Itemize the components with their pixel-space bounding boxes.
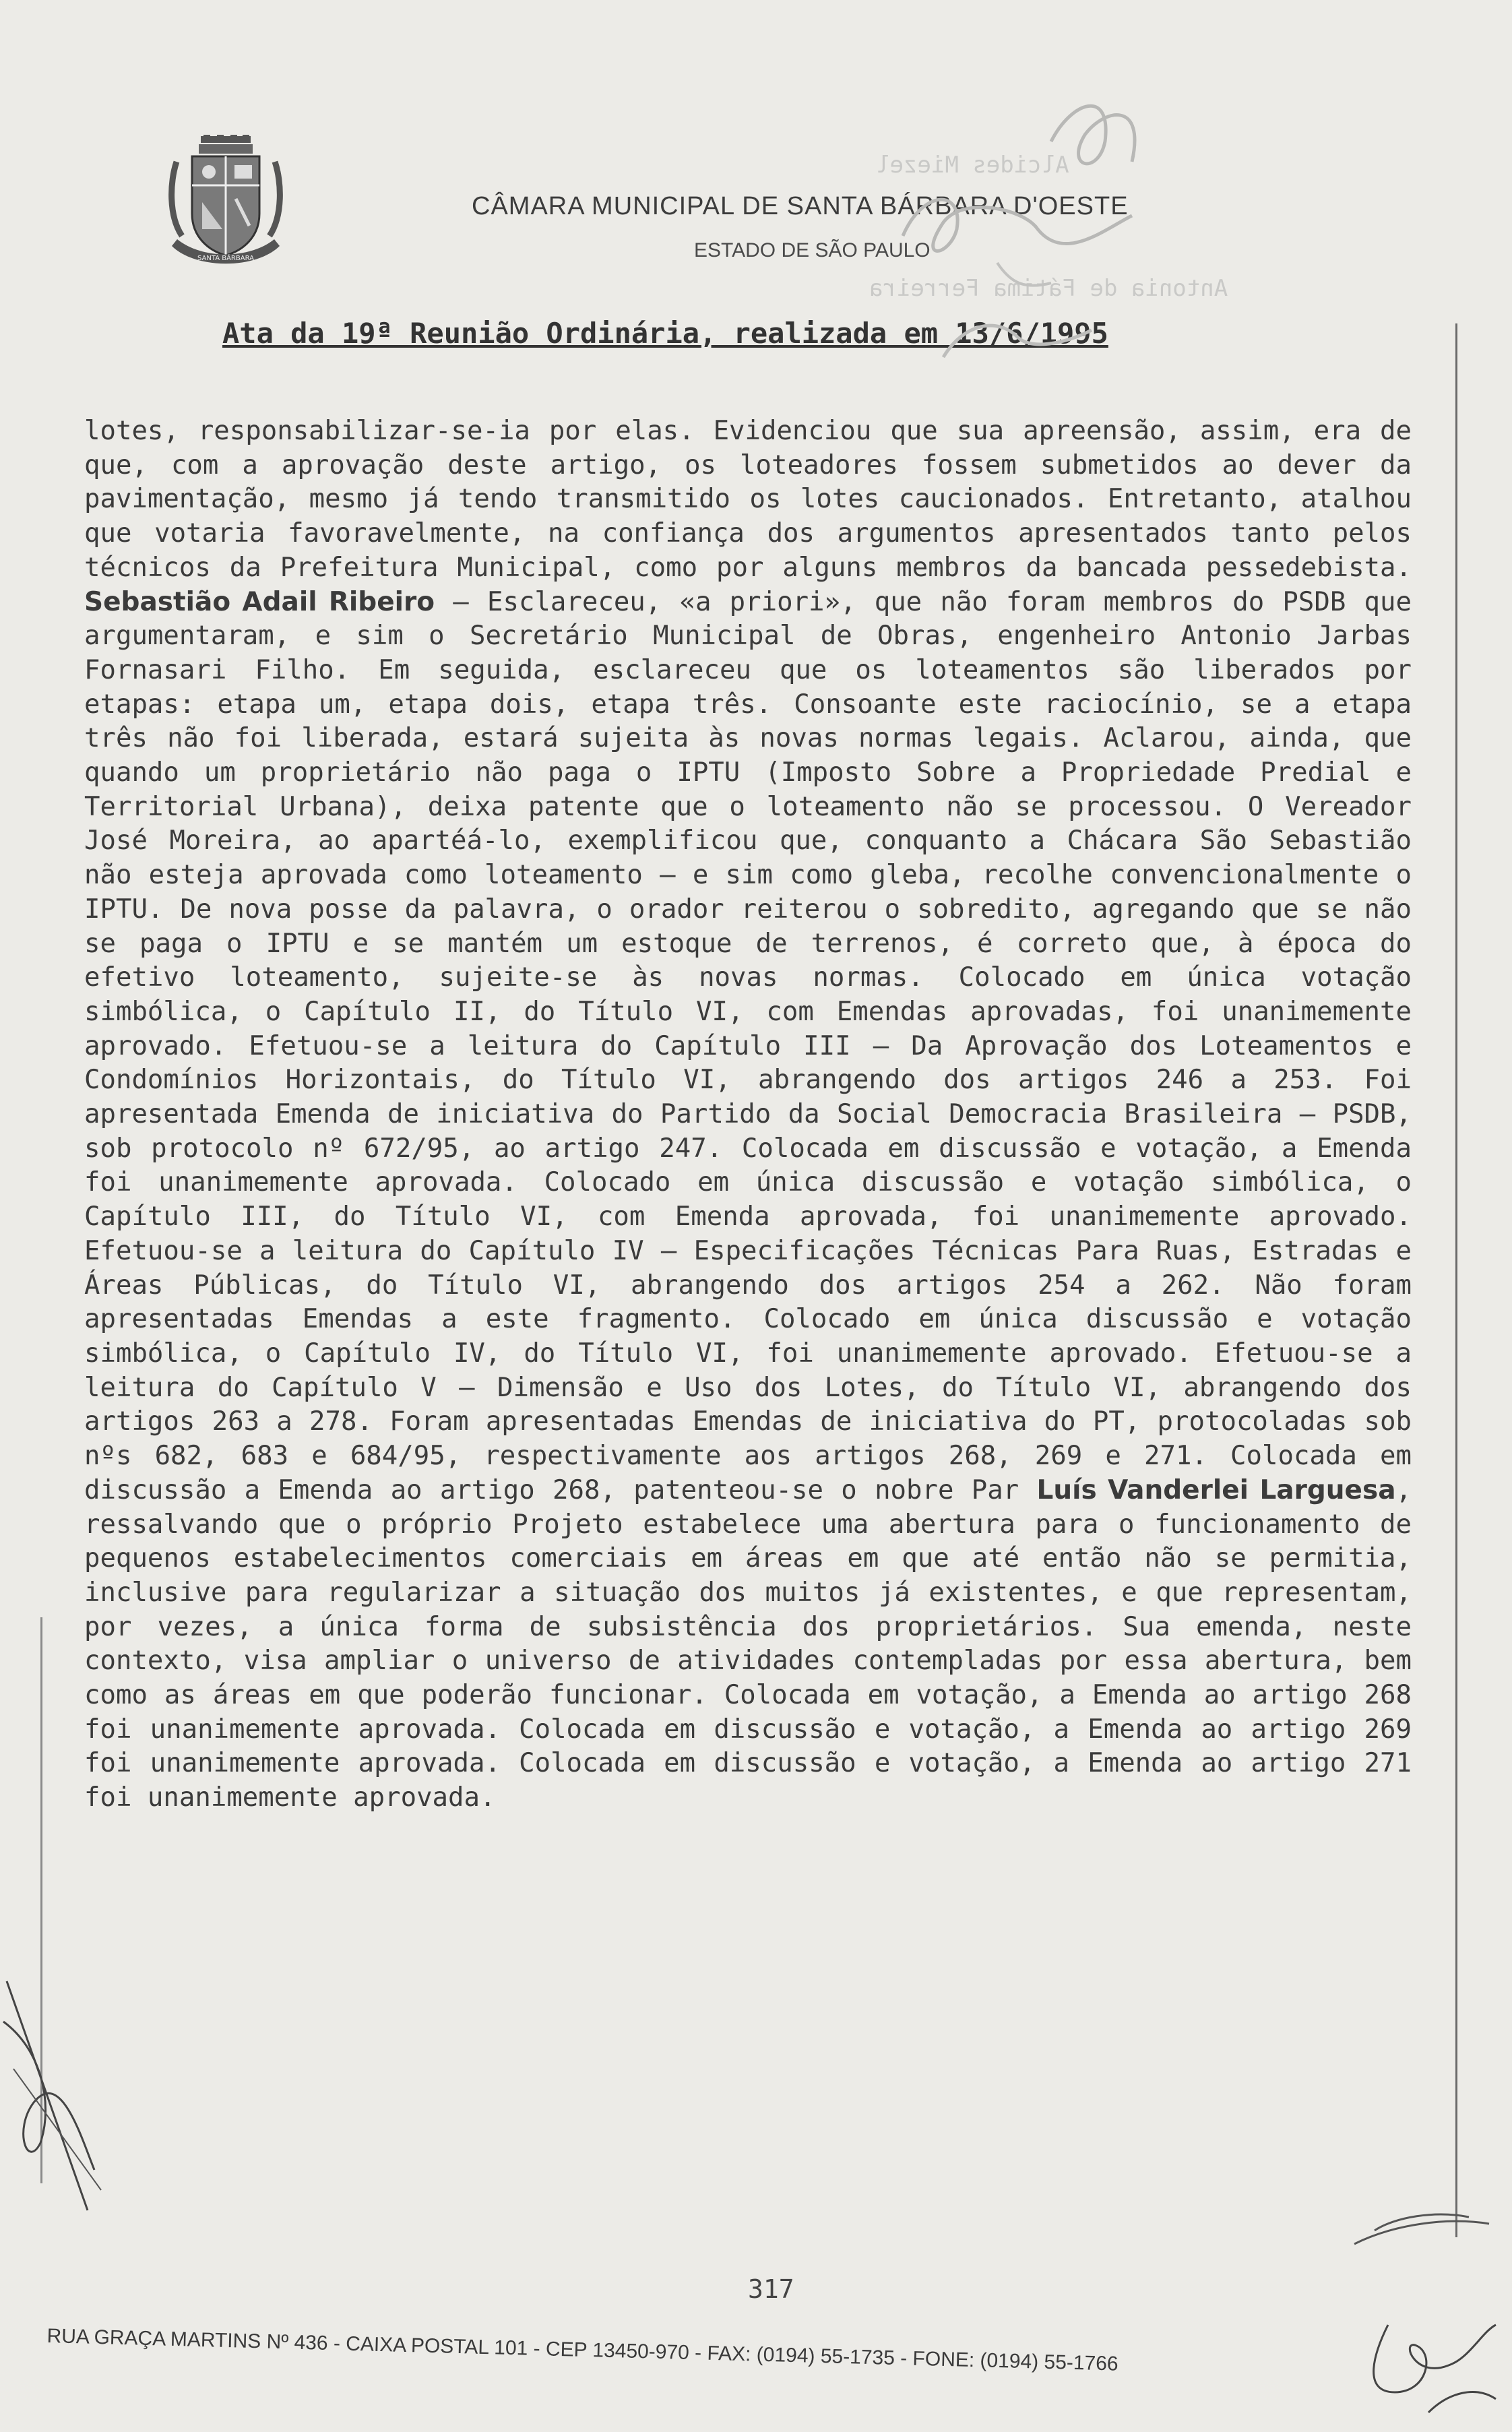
initials-signature-bottom-right: [1334, 2190, 1512, 2432]
body-paragraph-1: lotes, responsabilizar-se-ia por elas. Evidenciou que sua apreensão, assim, era de que, com a aprovação deste artigo, os loteadores fossem submetidos ao dever da pavimentação, mesmo já tendo transmitido os lotes caucionados. Entretanto, atalhou que votaria favoravelmente, na confiança dos argumentos apresentados tanto pelos técnicos da Prefeitura Municipal, como por alguns membros da bancada pessedebista.: [84, 416, 1412, 583]
footer-address: RUA GRAÇA MARTINS Nº 436 - CAIXA POSTAL 101 - CEP 13450-970 - FAX: (0194) 55-1735 - FONE: (0194) 55-1766: [46, 2325, 1119, 2375]
margin-signature-left: [0, 1968, 108, 2224]
body-paragraph-3: , ressalvando que o próprio Projeto estabelece uma abertura para o funcionamento de pequenos estabelecimentos comerciais em áreas em que até então não se permitia, inclusive para regularizar a situação dos muitos já existentes, e que representam, por vezes, a única forma de subsistência dos proprietários. Sua emenda, neste contexto, visa ampliar o universo de atividades contempladas por essa abertura, bem como as áreas em que poderão funcionar. Colocada em votação, a Emenda ao artigo 268 foi unanimemente aprovada. Colocada em discussão e votação, a Emenda ao artigo 269 foi unanimemente aprovada. Colocada em discussão e votação, a Emenda ao artigo 271 foi unanimemente aprovada.: [84, 1474, 1412, 1813]
institution-name: CÂMARA MUNICIPAL DE SANTA BÁRBARA D'OESTE: [472, 192, 1129, 220]
speaker-name-2: Luís Vanderlei Larguesa: [1036, 1474, 1396, 1505]
coat-of-arms-icon: [168, 135, 283, 280]
speaker-name-1: Sebastião Adail Ribeiro: [84, 586, 435, 617]
minutes-title: Ata da 19ª Reunião Ordinária, realizada em 13/6/1995: [222, 317, 1108, 350]
imprint-name-1: Alcides Miezel: [876, 152, 1069, 179]
margin-line-right: [1455, 323, 1457, 2237]
imprint-name-2: Antonia de Fátima Ferreira: [869, 275, 1228, 302]
handwritten-signatures-top: [862, 61, 1199, 411]
body-paragraph-2: – Esclareceu, «a priori», que não foram membros do PSDB que argumentaram, e sim o Secretário Municipal de Obras, engenheiro Antonio Jarbas Fornasari Filho. Em seguida, esclareceu que os loteamentos são liberados por etapas: etapa um, etapa dois, etapa três. Consoante este raciocínio, se a etapa três não foi liberada, estará sujeita às novas normas legais. Aclarou, ainda, que quando um proprietário não paga o IPTU (Imposto Sobre a Propriedade Predial e Territorial Urbana), deixa patente que o loteamento não se processou. O Vereador José Moreira, ao apartéá-lo, exemplificou que, conquanto a Chácara São Sebastião não esteja aprovada como loteamento – e sim como gleba, recolhe convencionalmente o IPTU. De nova posse da palavra, o orador reiterou o sobredito, agregando que se não se paga o IPTU e se mantém um estoque de terrenos, é correto que, à época do efetivo loteamento, sujeite-se às novas normas. Colocado em única votação simbólica, o Capítulo II, do Título VI, com Emendas aprovadas, foi unanimemente aprovado. Efetuou-se a leitura do Capítulo III – Da Aprovação dos Loteamentos e Condomínios Horizontais, do Título VI, abrangendo dos artigos 246 a 253. Foi apresentada Emenda de iniciativa do Partido da Social Democracia Brasileira – PSDB, sob protocolo nº 672/95, ao artigo 247. Colocada em discussão e votação, a Emenda foi unanimemente aprovada. Colocado em única discussão e votação simbólica, o Capítulo III, do Título VI, com Emenda aprovada, foi unanimemente aprovado. Efetuou-se a leitura do Capítulo IV – Especificações Técnicas Para Ruas, Estradas e Áreas Públicas, do Título VI, abrangendo dos artigos 254 a 262. Não foram apresentadas Emendas a este fragmento. Colocado em única discussão e votação simbólica, o Capítulo IV, do Título VI, foi unanimemente aprovado. Efetuou-se a leitura do Capítulo V – Dimensão e Uso dos Lotes, do Título VI, abrangendo dos artigos 263 a 278. Foram apresentadas Emendas de iniciativa do PT, protocoladas sob nºs 682, 683 e 684/95, respectivamente aos artigos 268, 269 e 271. Colocada em discussão a Emenda ao artigo 268, patenteou-se o nobre Par: [84, 586, 1412, 1505]
page-number: 317: [748, 2274, 794, 2304]
svg-text:SANTA BÁRBARA: SANTA BÁRBARA: [197, 255, 254, 262]
minutes-body: [84, 414, 1412, 1815]
state-name: ESTADO DE SÃO PAULO: [694, 239, 931, 261]
